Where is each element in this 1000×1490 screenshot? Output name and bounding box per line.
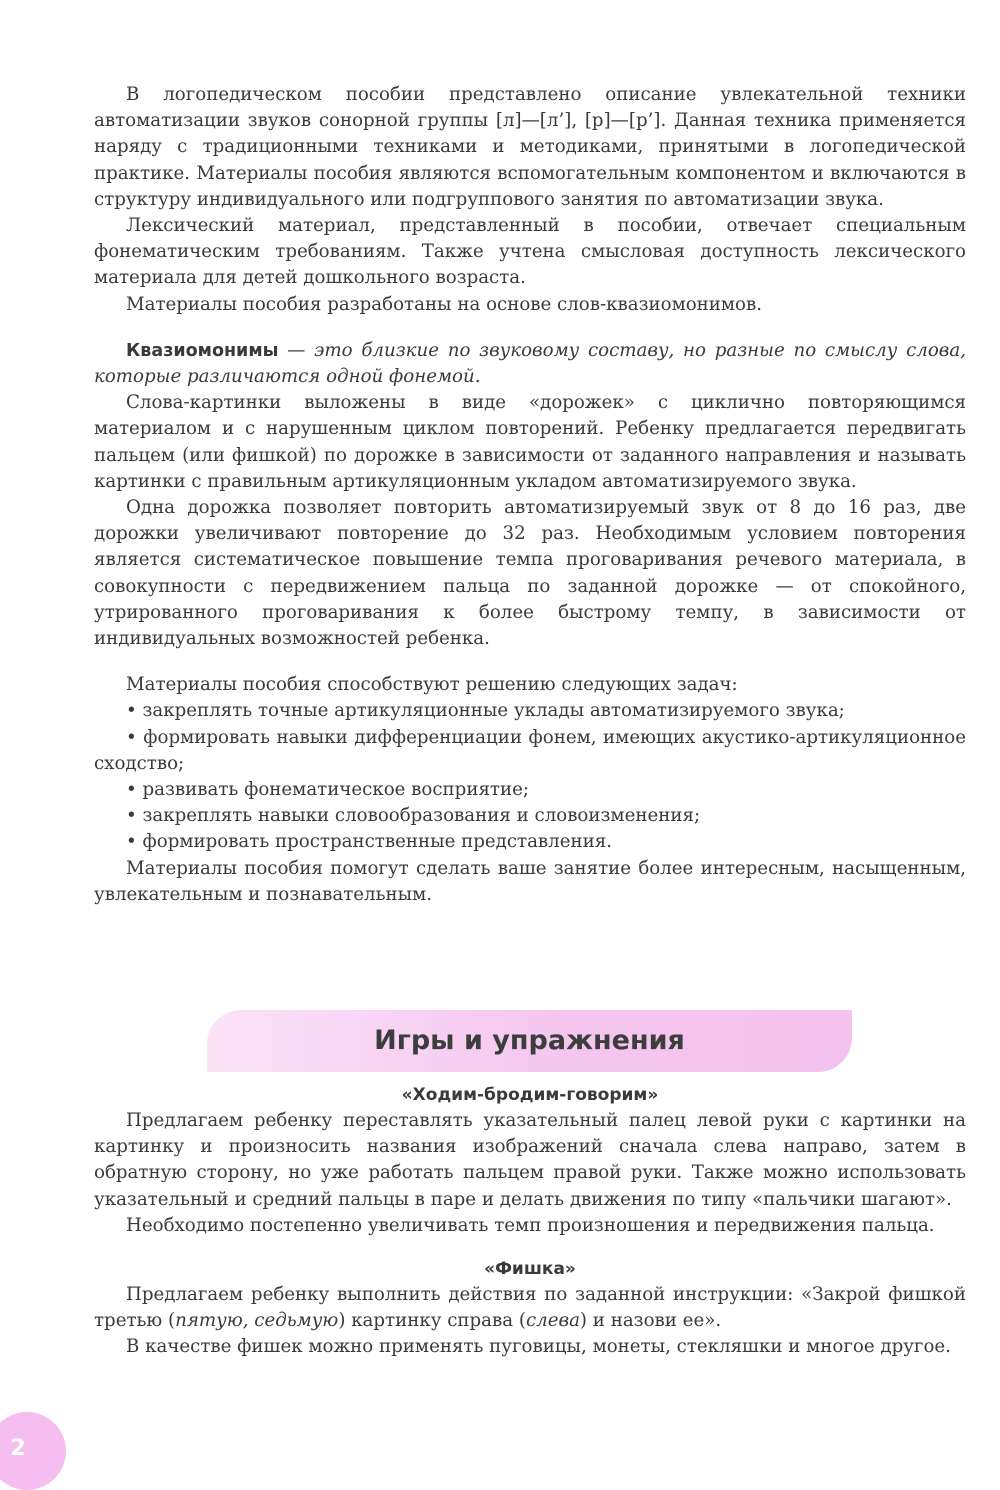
game-2-italic-1: пятую, седьмую <box>175 1310 339 1332</box>
intro-block <box>94 82 966 908</box>
game-1-paragraph-2: Необходимо постепенно увеличивать темп произношения и передвижения пальца. <box>126 1214 935 1236</box>
tasks-intro: Материалы пособия способствуют решению следующих задач: <box>126 674 738 696</box>
page-number: 2 <box>10 1436 26 1461</box>
task-item-2: • формировать навыки дифференциации фонем, имеющих акустико-артикуляционное сходство; <box>94 726 966 774</box>
tasks-conclusion: Материалы пособия помогут сделать ваше занятие более интересным, насыщенным, увлекательным и познавательным. <box>94 857 966 905</box>
intro-paragraph-2: Лексический материал, представленный в пособии, отвечает специальным фонематическим требованиям. Также учтена смысловая доступность лексического материала для детей дошкольного возраста. <box>94 215 966 289</box>
game-1-paragraph-1: Предлагаем ребенку переставлять указательный палец левой руки с картинки на картинку и произносить названия изображений сначала слева направо, затем в обратную сторону, но уже работать пальцем правой руки. Также можно использовать указательный и средний пальцы в паре и делать движения по типу «пальчики шагают». <box>94 1110 966 1210</box>
definition-paragraph <box>94 338 966 390</box>
body-paragraph-1: Слова-картинки выложены в виде «дорожек» с циклично повторяющимся материалом и с нарушенным циклом повторений. Ребенку предлагается передвигать пальцем (или фишкой) по дорожке в зависимости от заданного направления и называть картинки с правильным артикуляционным укладом автоматизируемого звука. <box>94 392 966 492</box>
game-2-paragraph-2: В качестве фишек можно применять пуговицы, монеты, стекляшки и многое другое. <box>126 1336 951 1358</box>
page-number-badge <box>0 1412 66 1490</box>
game-2-text-b: ) картинку справа ( <box>338 1310 526 1332</box>
game-2-text-c: ) и назови ее». <box>579 1310 722 1332</box>
section-title: Игры и упражнения <box>374 1025 685 1056</box>
section-header-band <box>207 1010 852 1072</box>
definition-text: — это близкие по звуковому составу, но разные по смыслу слова, которые различаются одной фонемой. <box>94 339 966 388</box>
intro-paragraph-1: В логопедическом пособии представлено описание увлекательной техники автоматизации звуков сонорной группы [л]—[л’], [р]—[р’]. Данная техника применяется наряду с традиционными техниками и методиками, принятыми в логопедической практике. Материалы пособия являются вспомогательным компонентом и включаются в структуру индивидуального или подгруппового занятия по автоматизации звука. <box>94 84 966 210</box>
game-title-2: «Фишка» <box>484 1259 576 1280</box>
body-paragraph-2: Одна дорожка позволяет повторить автоматизируемый звук от 8 до 16 раз, две дорожки увеличивают повторение до 32 раз. Необходимым условием повторения является систематическое повышение темпа проговаривания речевого материала, в совокупности с передвижением пальца по заданной дорожке — от спокойного, утрированного проговаривания к более быстрому темпу, в зависимости от индивидуальных возможностей ребенка. <box>94 497 966 650</box>
game-2-paragraph-1 <box>94 1282 966 1334</box>
game-title-1: «Ходим-бродим-говорим» <box>401 1085 659 1105</box>
task-item-4: • закреплять навыки словообразования и словоизменения; <box>126 805 701 827</box>
definition-term: Квазиомонимы <box>126 340 279 361</box>
game-2-text-a: Предлагаем ребенку выполнить действия по заданной инструкции: «Закрой фишкой третью ( <box>94 1284 966 1332</box>
games-block <box>94 1082 966 1361</box>
task-item-1: • закреплять точные артикуляционные уклады автоматизируемого звука; <box>126 700 845 722</box>
task-item-3: • развивать фонематическое восприятие; <box>126 779 529 801</box>
task-item-5: • формировать пространственные представления. <box>126 831 612 853</box>
intro-paragraph-3: Материалы пособия разработаны на основе слов-квазиомонимов. <box>126 293 763 315</box>
game-2-italic-2: слева <box>525 1310 580 1332</box>
